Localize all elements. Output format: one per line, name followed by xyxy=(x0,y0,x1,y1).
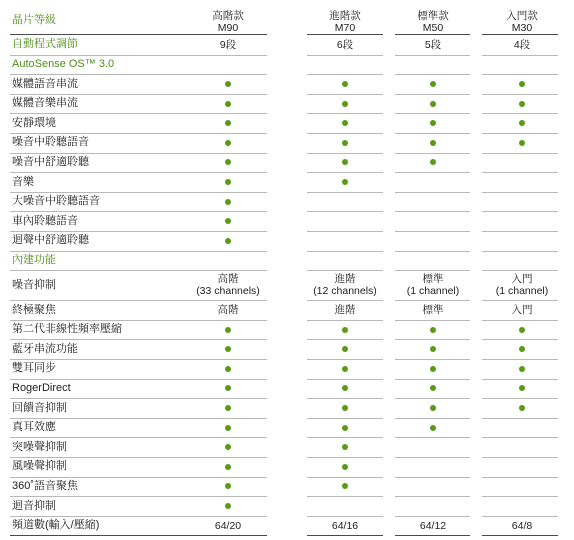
cell-line: (1 channel) xyxy=(495,285,549,298)
feature-included-dot xyxy=(342,464,348,470)
feature-included-dot xyxy=(519,366,525,372)
feature-included-dot xyxy=(342,425,348,431)
row-label: 噪音中聆聽語音 xyxy=(12,136,89,149)
row-rule xyxy=(482,320,558,321)
row-rule xyxy=(10,74,267,75)
feature-included-dot xyxy=(225,483,231,489)
row-rule xyxy=(482,251,558,252)
cell-line: (12 channels) xyxy=(313,285,377,298)
row-rule xyxy=(307,300,383,301)
column-header xyxy=(482,10,562,34)
feature-included-dot xyxy=(342,327,348,333)
table-cell: 5段 xyxy=(424,38,442,51)
feature-included-dot xyxy=(225,101,231,107)
row-rule xyxy=(395,55,470,56)
row-rule xyxy=(482,437,558,438)
row-label: 回饋音抑制 xyxy=(12,401,67,414)
row-rule xyxy=(395,320,470,321)
feature-included-dot xyxy=(342,444,348,450)
column-name: 標準款 xyxy=(417,10,449,22)
row-rule xyxy=(395,437,470,438)
feature-included-dot xyxy=(225,199,231,205)
row-rule xyxy=(482,211,558,212)
row-label: 媒體音樂串流 xyxy=(12,97,78,110)
row-label: 噪音抑制 xyxy=(12,278,56,291)
feature-included-dot xyxy=(225,444,231,450)
row-rule xyxy=(395,379,470,380)
feature-included-dot xyxy=(342,366,348,372)
feature-included-dot xyxy=(225,366,231,372)
row-rule xyxy=(307,133,383,134)
row-rule xyxy=(10,535,267,536)
row-rule xyxy=(395,94,470,95)
feature-included-dot xyxy=(342,159,348,165)
cell-line: 標準 xyxy=(422,273,444,286)
row-rule xyxy=(307,359,383,360)
feature-included-dot xyxy=(519,81,525,87)
feature-included-dot xyxy=(225,159,231,165)
row-rule xyxy=(482,231,558,232)
row-rule xyxy=(307,231,383,232)
row-rule xyxy=(307,477,383,478)
cell-line: (1 channel) xyxy=(406,285,460,298)
row-rule xyxy=(307,153,383,154)
row-label: 藍牙串流功能 xyxy=(12,342,78,355)
row-rule xyxy=(395,113,470,114)
feature-included-dot xyxy=(225,179,231,185)
header-rule xyxy=(395,34,470,35)
row-rule xyxy=(307,398,383,399)
row-rule xyxy=(307,94,383,95)
row-rule xyxy=(10,172,267,173)
table-cell: 4段 xyxy=(513,38,531,51)
feature-included-dot xyxy=(342,120,348,126)
table-cell: 64/12 xyxy=(419,519,447,532)
table-cell: 標準 xyxy=(422,304,444,316)
row-label: 360˚語音聚焦 xyxy=(12,479,79,492)
column-name: 進階款 xyxy=(329,10,361,22)
row-rule xyxy=(482,74,558,75)
row-rule xyxy=(10,457,267,458)
row-rule xyxy=(482,55,558,56)
feature-included-dot xyxy=(430,140,436,146)
table-cell xyxy=(301,273,389,297)
row-rule xyxy=(307,55,383,56)
row-rule xyxy=(395,153,470,154)
feature-included-dot xyxy=(225,238,231,244)
row-rule xyxy=(482,339,558,340)
row-rule xyxy=(10,55,267,56)
row-rule xyxy=(10,379,267,380)
feature-included-dot xyxy=(225,425,231,431)
row-label: 自動程式調節 xyxy=(12,38,78,51)
row-label: 風噪聲抑制 xyxy=(12,460,67,473)
row-label: 真耳效應 xyxy=(12,421,56,434)
row-rule xyxy=(10,339,267,340)
feature-included-dot xyxy=(519,385,525,391)
column-model: M70 xyxy=(334,22,356,34)
column-header xyxy=(188,10,268,34)
row-rule xyxy=(395,270,470,271)
section-heading: AutoSense OS™ 3.0 xyxy=(12,57,115,70)
feature-included-dot xyxy=(519,346,525,352)
row-rule xyxy=(307,516,383,517)
column-model: M50 xyxy=(422,22,444,34)
row-label: 安靜環境 xyxy=(12,116,56,129)
row-rule xyxy=(10,418,267,419)
row-rule xyxy=(395,339,470,340)
row-rule xyxy=(10,496,267,497)
feature-included-dot xyxy=(225,385,231,391)
cell-line: 進階 xyxy=(334,273,356,286)
table-cell: 6段 xyxy=(336,38,354,51)
feature-included-dot xyxy=(430,120,436,126)
row-rule xyxy=(482,477,558,478)
row-label: 雙耳同步 xyxy=(12,362,56,375)
feature-included-dot xyxy=(430,385,436,391)
section-heading: 內建功能 xyxy=(12,253,56,266)
row-rule xyxy=(482,535,558,536)
row-rule xyxy=(395,418,470,419)
header-rule xyxy=(307,34,383,35)
feature-included-dot xyxy=(225,140,231,146)
row-rule xyxy=(395,231,470,232)
row-rule xyxy=(482,398,558,399)
table-cell: 入門 xyxy=(511,304,533,316)
row-rule xyxy=(482,270,558,271)
feature-included-dot xyxy=(342,385,348,391)
row-rule xyxy=(307,251,383,252)
header-rule xyxy=(10,34,267,35)
row-rule xyxy=(482,172,558,173)
column-header xyxy=(393,10,473,34)
row-label: 車內聆聽語音 xyxy=(12,214,78,227)
row-rule xyxy=(395,133,470,134)
row-rule xyxy=(10,251,267,252)
column-model: M90 xyxy=(217,22,239,34)
cell-line: 高階 xyxy=(217,273,239,286)
table-cell xyxy=(389,273,477,297)
feature-included-dot xyxy=(225,405,231,411)
row-rule xyxy=(307,270,383,271)
feature-included-dot xyxy=(430,346,436,352)
row-rule xyxy=(10,516,267,517)
row-rule xyxy=(307,113,383,114)
feature-included-dot xyxy=(430,81,436,87)
feature-included-dot xyxy=(519,120,525,126)
row-rule xyxy=(482,516,558,517)
feature-included-dot xyxy=(519,101,525,107)
row-rule xyxy=(395,477,470,478)
row-rule xyxy=(307,418,383,419)
row-rule xyxy=(307,496,383,497)
row-rule xyxy=(10,211,267,212)
feature-included-dot xyxy=(225,464,231,470)
feature-included-dot xyxy=(519,327,525,333)
row-rule xyxy=(10,231,267,232)
row-rule xyxy=(395,211,470,212)
feature-included-dot xyxy=(342,483,348,489)
row-label: 媒體語音串流 xyxy=(12,77,78,90)
row-rule xyxy=(10,153,267,154)
feature-included-dot xyxy=(430,405,436,411)
feature-included-dot xyxy=(342,405,348,411)
row-label: 頻道數(輸入/壓縮) xyxy=(12,519,100,532)
feature-included-dot xyxy=(225,120,231,126)
feature-included-dot xyxy=(430,101,436,107)
row-rule xyxy=(10,133,267,134)
row-rule xyxy=(482,133,558,134)
row-rule xyxy=(482,457,558,458)
row-rule xyxy=(307,192,383,193)
row-rule xyxy=(307,437,383,438)
row-label: 終極聚焦 xyxy=(12,303,56,316)
row-rule xyxy=(307,535,383,536)
table-cell: 高階 xyxy=(217,304,239,316)
feature-included-dot xyxy=(430,327,436,333)
column-name: 入門款 xyxy=(506,10,538,22)
feature-included-dot xyxy=(225,346,231,352)
feature-included-dot xyxy=(342,101,348,107)
row-rule xyxy=(10,477,267,478)
row-rule xyxy=(395,192,470,193)
feature-included-dot xyxy=(342,140,348,146)
table-cell: 64/20 xyxy=(214,519,242,532)
row-rule xyxy=(10,359,267,360)
row-rule xyxy=(307,320,383,321)
row-label: 大噪音中聆聽語音 xyxy=(12,195,100,208)
row-rule xyxy=(10,398,267,399)
row-rule xyxy=(482,359,558,360)
feature-included-dot xyxy=(225,218,231,224)
row-rule xyxy=(307,457,383,458)
row-rule xyxy=(395,496,470,497)
row-rule xyxy=(395,398,470,399)
row-rule xyxy=(395,457,470,458)
feature-included-dot xyxy=(519,405,525,411)
table-cell: 進階 xyxy=(334,304,356,316)
table-cell xyxy=(184,273,272,297)
row-label: 噪音中舒適聆聽 xyxy=(12,155,89,168)
row-rule xyxy=(482,153,558,154)
column-name: 高階款 xyxy=(212,10,244,22)
feature-included-dot xyxy=(430,159,436,165)
cell-line: 入門 xyxy=(511,273,533,286)
row-label: RogerDirect xyxy=(12,381,71,394)
feature-included-dot xyxy=(430,425,436,431)
feature-included-dot xyxy=(342,179,348,185)
row-rule xyxy=(10,113,267,114)
row-rule xyxy=(307,74,383,75)
row-label: 音樂 xyxy=(12,175,34,188)
table-title: 晶片等級 xyxy=(12,14,56,26)
table-cell xyxy=(478,273,566,297)
row-rule xyxy=(10,437,267,438)
row-rule xyxy=(307,339,383,340)
column-model: M30 xyxy=(511,22,533,34)
table-cell: 64/8 xyxy=(511,519,533,532)
row-rule xyxy=(395,535,470,536)
row-rule xyxy=(10,192,267,193)
feature-included-dot xyxy=(519,140,525,146)
row-rule xyxy=(482,418,558,419)
row-label: 第二代非線性頻率壓縮 xyxy=(12,323,122,336)
feature-included-dot xyxy=(342,346,348,352)
row-rule xyxy=(395,516,470,517)
row-rule xyxy=(10,94,267,95)
row-label: 迴音抑制 xyxy=(12,499,56,512)
feature-included-dot xyxy=(225,81,231,87)
row-rule xyxy=(395,300,470,301)
row-rule xyxy=(482,192,558,193)
row-label: 迴聲中舒適聆聽 xyxy=(12,234,89,247)
feature-included-dot xyxy=(225,503,231,509)
row-label: 突噪聲抑制 xyxy=(12,440,67,453)
row-rule xyxy=(395,74,470,75)
row-rule xyxy=(395,172,470,173)
row-rule xyxy=(307,172,383,173)
feature-included-dot xyxy=(430,366,436,372)
row-rule xyxy=(482,94,558,95)
row-rule xyxy=(10,300,267,301)
row-rule xyxy=(10,270,267,271)
table-cell: 64/16 xyxy=(331,519,359,532)
row-rule xyxy=(307,211,383,212)
cell-line: (33 channels) xyxy=(196,285,260,298)
feature-included-dot xyxy=(342,81,348,87)
row-rule xyxy=(395,251,470,252)
row-rule xyxy=(482,496,558,497)
row-rule xyxy=(482,300,558,301)
table-cell: 9段 xyxy=(219,38,237,51)
row-rule xyxy=(482,113,558,114)
row-rule xyxy=(482,379,558,380)
row-rule xyxy=(10,320,267,321)
column-header xyxy=(305,10,385,34)
feature-included-dot xyxy=(225,327,231,333)
row-rule xyxy=(395,359,470,360)
row-rule xyxy=(307,379,383,380)
header-rule xyxy=(482,34,558,35)
